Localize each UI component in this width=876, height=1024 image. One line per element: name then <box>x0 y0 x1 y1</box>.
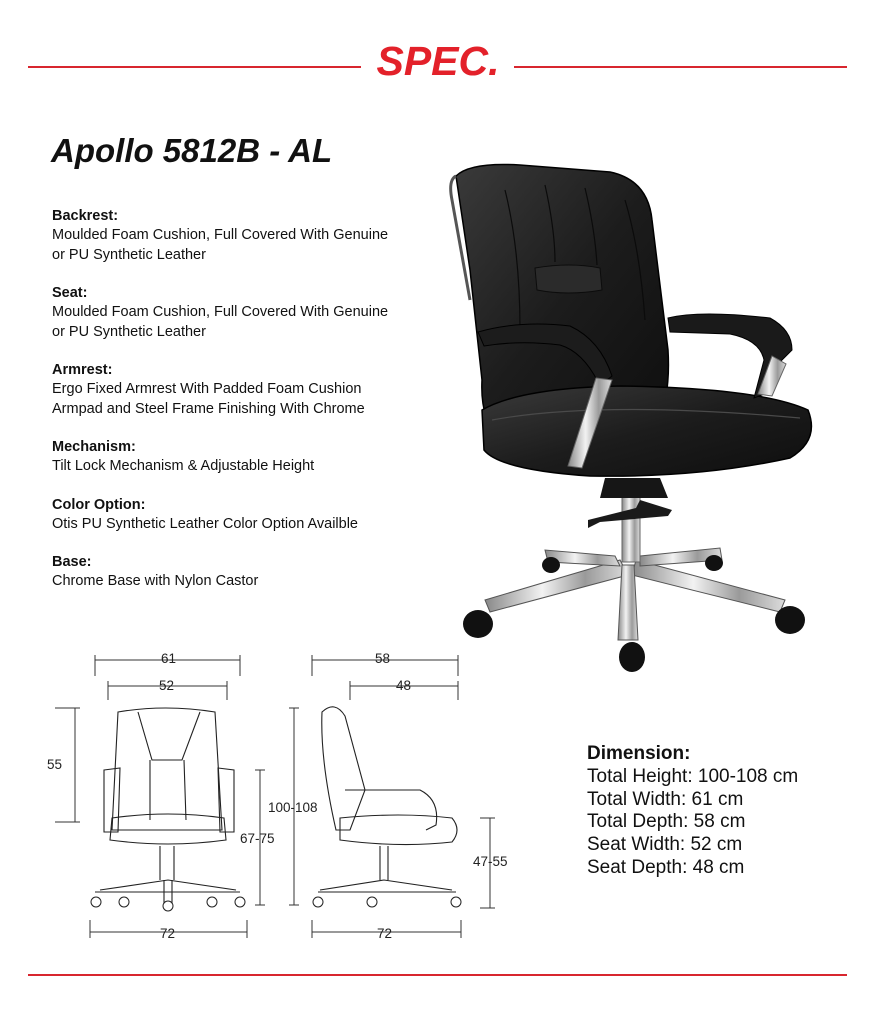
spec-value-line: Moulded Foam Cushion, Full Covered With Genuine <box>52 304 389 320</box>
dimension-line: Total Width: 61 cm <box>587 788 744 810</box>
label-side-total-height: 100-108 <box>268 800 318 815</box>
label-front-total-width: 61 <box>161 651 177 666</box>
side-castors <box>313 897 461 907</box>
spec-value-line: Ergo Fixed Armrest With Padded Foam Cushion <box>52 381 362 397</box>
spec-value-line: Otis PU Synthetic Leather Color Option Availble <box>52 515 359 532</box>
label-front-seat-width: 52 <box>159 678 175 693</box>
product-name: Apollo 5812B - AL <box>51 132 333 169</box>
page-title: SPEC. <box>376 38 500 84</box>
dimension-line: Total Depth: 58 cm <box>587 811 746 833</box>
spec-value-line: Chrome Base with Nylon Castor <box>52 573 259 589</box>
front-view-chair <box>95 708 240 906</box>
label-side-seat-depth: 48 <box>396 678 412 693</box>
spec-value-line: or PU Synthetic Leather <box>52 246 206 263</box>
spec-value-line: Armpad and Steel Frame Finishing With Chrome <box>52 400 365 417</box>
dimension-line: Seat Width: 52 cm <box>587 834 743 856</box>
label-front-arm-height: 67-75 <box>240 831 275 846</box>
dimension-line: Total Height: 100-108 cm <box>587 765 799 787</box>
spec-label: Backrest: <box>52 208 119 224</box>
spec-label: Seat: <box>52 285 88 301</box>
label-side-total-depth: 58 <box>375 651 391 666</box>
dimension-summary <box>587 743 798 880</box>
label-front-base: 72 <box>160 926 176 941</box>
spec-value-line: or PU Synthetic Leather <box>52 323 206 340</box>
spec-label: Base: <box>52 554 92 570</box>
label-side-seat-height: 47-55 <box>473 854 508 869</box>
spec-label: Mechanism: <box>52 439 136 455</box>
dimension-heading: Dimension: <box>587 743 691 764</box>
spec-value-line: Tilt Lock Mechanism & Adjustable Height <box>52 458 315 474</box>
footer-rule <box>28 974 847 976</box>
dimension-line: Seat Depth: 48 cm <box>587 856 745 878</box>
label-front-back-height: 55 <box>47 757 63 772</box>
label-side-base: 72 <box>377 926 393 941</box>
spec-value-line: Moulded Foam Cushion, Full Covered With Genuine <box>52 227 389 243</box>
side-view-chair <box>318 707 457 892</box>
spec-label: Color Option: <box>52 496 146 513</box>
spec-label: Armrest: <box>52 362 113 378</box>
front-castors <box>91 897 245 911</box>
